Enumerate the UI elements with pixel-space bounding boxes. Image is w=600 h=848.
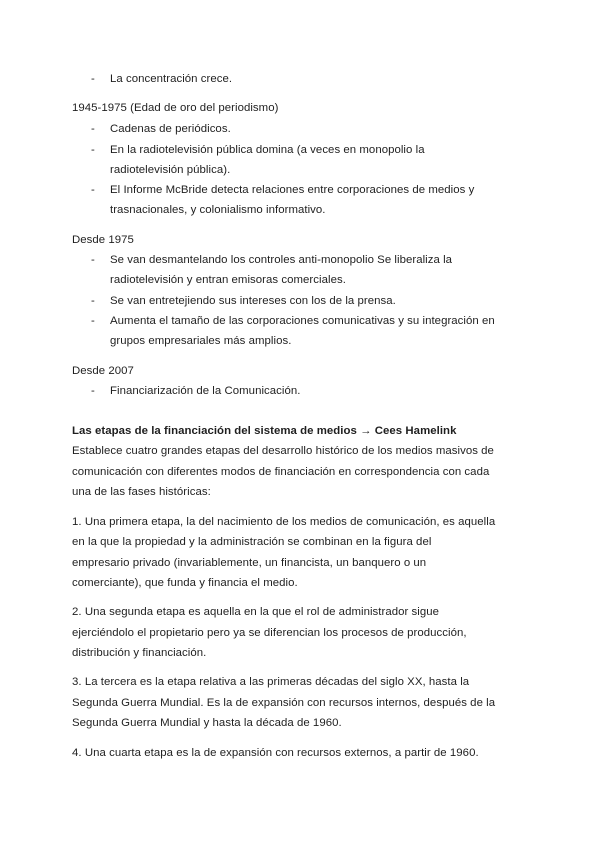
stage-2-line: ejerciéndolo el propietario pero ya se diferencian los procesos de producción,: [72, 627, 467, 639]
stage-3-line: Segunda Guerra Mundial y hasta la década de 1960.: [72, 717, 342, 729]
bullet-text: Aumenta el tamaño de las corporaciones comunicativas y su integración en: [110, 315, 495, 327]
stage-1-line: 1. Una primera etapa, la del nacimiento de los medios de comunicación, es aquella: [72, 516, 496, 528]
stage-1-line: en la que la propiedad y la administración se combinan en la figura del: [72, 536, 432, 548]
section-heading: 1945-1975 (Edad de oro del periodismo): [72, 102, 279, 114]
bullet-text: El Informe McBride detecta relaciones entre corporaciones de medios y: [110, 184, 475, 196]
section-heading: Desde 2007: [72, 365, 134, 377]
bullet-text: En la radiotelevisión pública domina (a veces en monopolio la: [110, 144, 425, 156]
paragraph-line: comunicación con diferentes modos de financiación en correspondencia con cada: [72, 466, 490, 478]
bullet-dash: -: [91, 315, 95, 327]
section-title: Las etapas de la financiación del sistema de medios → Cees Hamelink: [72, 425, 457, 437]
bullet-text-continued: trasnacionales, y colonialismo informativo.: [110, 204, 326, 216]
section-heading: Desde 1975: [72, 234, 134, 246]
bullet-dash: -: [91, 385, 95, 397]
bullet-dash: -: [91, 184, 95, 196]
bullet-text-continued: radiotelevisión y entran emisoras comerciales.: [110, 274, 346, 286]
bullet-text: Se van desmantelando los controles anti-monopolio Se liberaliza la: [110, 254, 453, 266]
bullet-dash: -: [91, 123, 95, 135]
stage-4-line: 4. Una cuarta etapa es la de expansión con recursos externos, a partir de 1960.: [72, 747, 479, 759]
bullet-text: Se van entretejiendo sus intereses con los de la prensa.: [110, 295, 396, 307]
bullet-dash: -: [91, 254, 95, 266]
stage-1-line: comerciante), que funda y financia el medio.: [72, 577, 298, 589]
stage-3-line: 3. La tercera es la etapa relativa a las primeras décadas del siglo XX, hasta la: [72, 676, 470, 688]
bullet-text-continued: grupos empresariales más amplios.: [110, 335, 292, 347]
paragraph-line: Establece cuatro grandes etapas del desarrollo histórico de los medios masivos de: [72, 445, 494, 457]
bullet-text-continued: radiotelevisión pública).: [110, 164, 231, 176]
bullet-text: Financiarización de la Comunicación.: [110, 385, 301, 397]
stage-3-line: Segunda Guerra Mundial. Es la de expansión con recursos internos, después de la: [72, 697, 496, 709]
stage-2-line: distribución y financiación.: [72, 647, 207, 659]
paragraph-line: una de las fases históricas:: [72, 486, 211, 498]
bullet-dash: -: [91, 144, 95, 156]
stage-2-line: 2. Una segunda etapa es aquella en la que el rol de administrador sigue: [72, 606, 440, 618]
bullet-text: Cadenas de periódicos.: [110, 123, 231, 135]
bullet-text: La concentración crece.: [110, 73, 233, 85]
stage-1-line: empresario privado (invariablemente, un financista, un banquero o un: [72, 557, 427, 569]
bullet-dash: -: [91, 295, 95, 307]
bullet-dash: -: [91, 73, 95, 85]
